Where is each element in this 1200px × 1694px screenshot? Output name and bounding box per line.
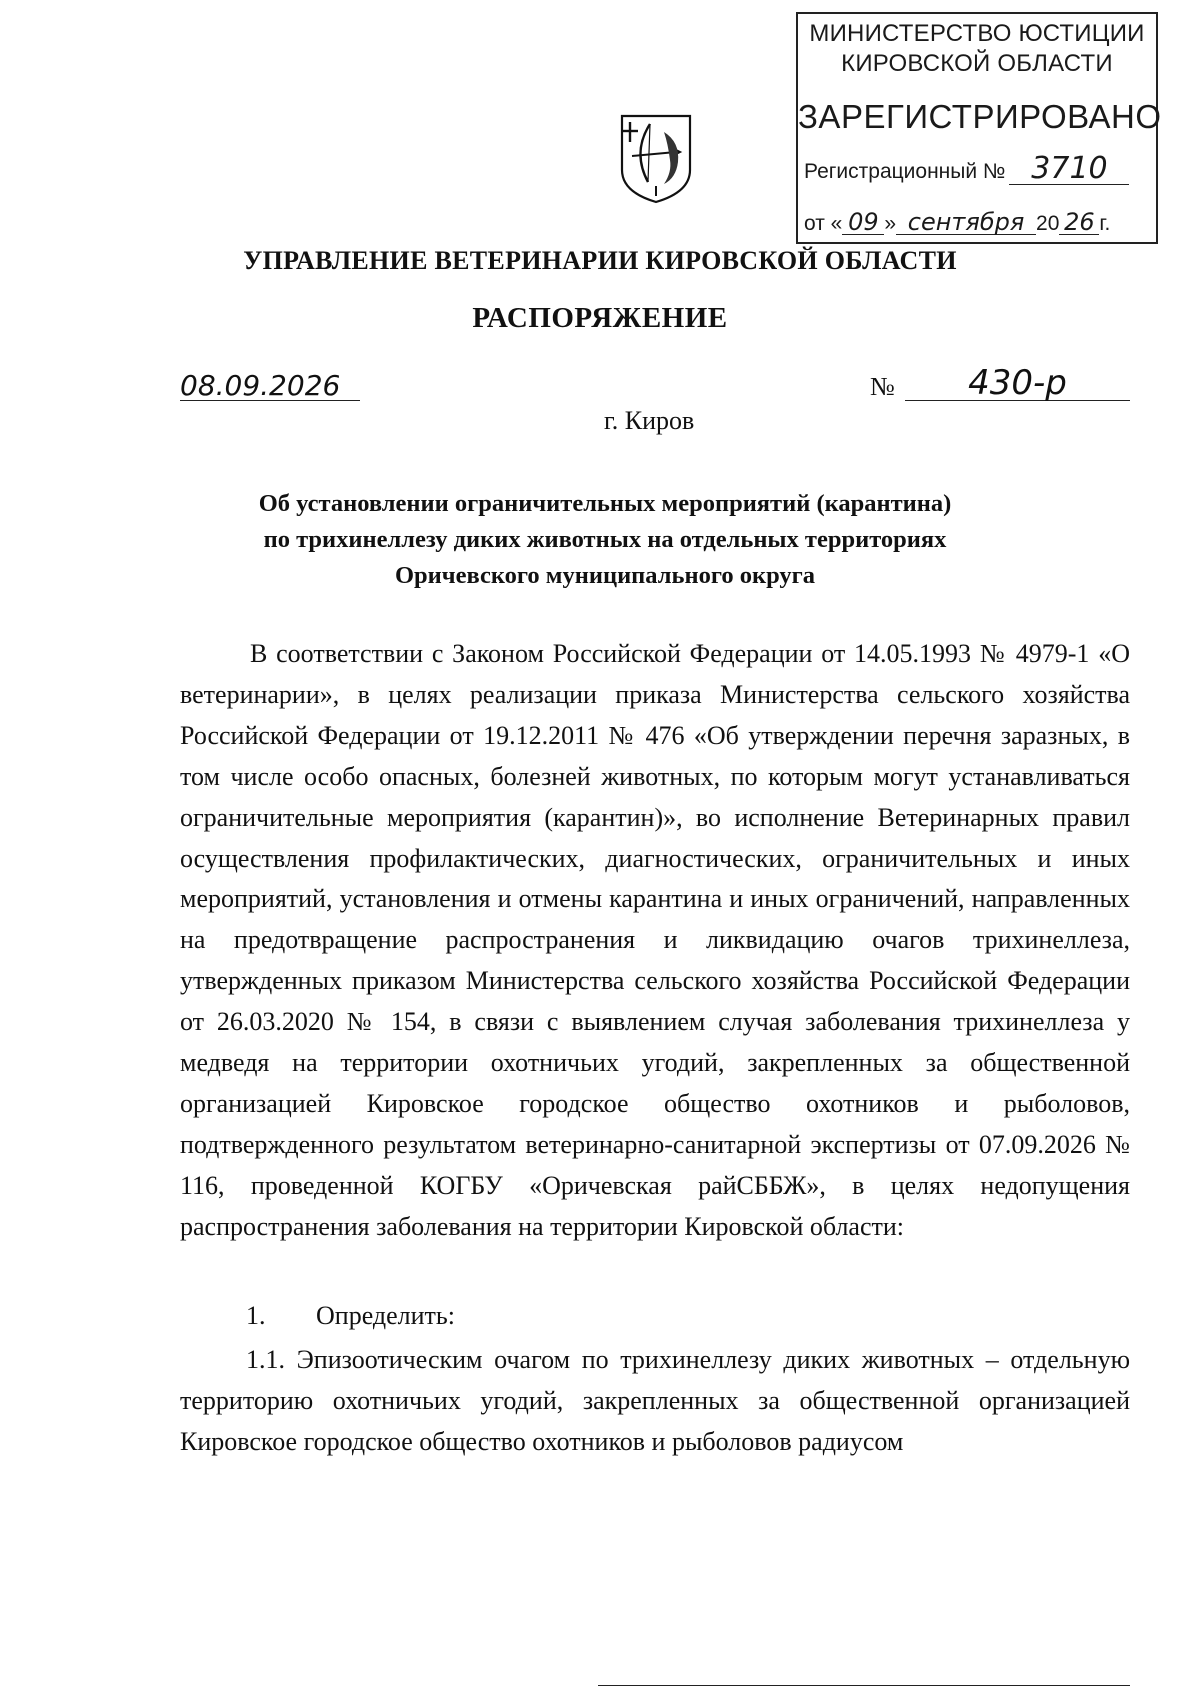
stamp-date-year-prefix: 20	[1036, 212, 1060, 235]
subject-line: по трихинеллезу диких животных на отдельных территориях	[263, 526, 947, 553]
stamp-status: ЗАРЕГИСТРИРОВАНО	[798, 98, 1162, 135]
document-date: 08.09.2026	[180, 372, 360, 401]
stamp-date-year: 26	[1059, 210, 1099, 235]
stamp-date-day: 09	[842, 210, 884, 235]
preamble-paragraph: В соответствии с Законом Российской Федерации от 14.05.1993 № 4979-1 «О ветеринарии», в целях реализации приказа Министерства сельского хозяйства Российской Федерации от 19.12.2011 № 476 «Об утверждении перечня заразных, в том числе особо опасных, болезней животных, по которым могут устанавливаться ограничительные мероприятия (карантин)», во исполнение Ветеринарных правил осуществления профилактических, диагностических, ограничительных и иных мероприятий, установления и отмены карантина и иных ограничений, направленных на предотвращение распространения и ликвидацию очагов трихинеллеза, утвержденных приказом Министерства сельского хозяйства Российской Федерации от 26.03.2020 № 154, в связи с выявлением случая заболевания трихинеллеза у медведя на территории охотничьих угодий, закрепленных за общественной организацией Кировское городское общество охотников и рыболовов, подтвержденного результатом ветеринарно-санитарной экспертизы от 07.09.2026 № 116, проведенной КОГБУ «Оричевская райСББЖ», в целях недопущения распространения заболевания на территории Кировской области:	[180, 639, 1130, 1241]
stamp-region-line: КИРОВСКОЙ ОБЛАСТИ	[841, 50, 1113, 77]
item-1-1-paragraph: 1.1. Эпизоотическим очагом по трихинеллезу диких животных – отдельную территорию охотничьих угодий, закрепленных за общественной организацией Кировское городское общество охотников и рыболовов радиусом	[180, 1345, 1130, 1456]
kirov-coat-of-arms-icon	[618, 112, 694, 204]
stamp-date-prefix: от «	[804, 212, 843, 235]
preamble	[180, 634, 1130, 1248]
city-name: г. Киров	[604, 406, 695, 435]
document-number-label: №	[870, 372, 895, 401]
organization-title: УПРАВЛЕНИЕ ВЕТЕРИНАРИИ КИРОВСКОЙ ОБЛАСТИ	[243, 246, 957, 275]
registration-stamp	[796, 12, 1162, 244]
document-subject	[180, 486, 1030, 594]
stamp-date-row	[804, 210, 1110, 236]
stamp-number-value: 3710	[1009, 154, 1129, 185]
subject-line: Оричевского муниципального округа	[394, 562, 816, 589]
footer-divider	[598, 1685, 1130, 1686]
document-number-value: 430-р	[905, 366, 1130, 401]
stamp-date-suffix: г.	[1099, 212, 1111, 235]
stamp-number-label: Регистрационный №	[804, 160, 1006, 183]
item-1	[246, 1296, 455, 1336]
stamp-date-month: сентября	[896, 210, 1036, 235]
item-1-number: 1.	[246, 1301, 266, 1330]
item-1-text: Определить:	[316, 1301, 455, 1330]
subject-line: Об установлении ограничительных мероприятий (карантина)	[258, 490, 952, 517]
item-1-1	[180, 1339, 1130, 1462]
stamp-ministry-line: МИНИСТЕРСТВО ЮСТИЦИИ	[809, 20, 1145, 47]
stamp-number-row	[804, 151, 1129, 186]
stamp-date-close: »	[884, 212, 897, 235]
document-type-title: РАСПОРЯЖЕНИЕ	[472, 302, 728, 334]
